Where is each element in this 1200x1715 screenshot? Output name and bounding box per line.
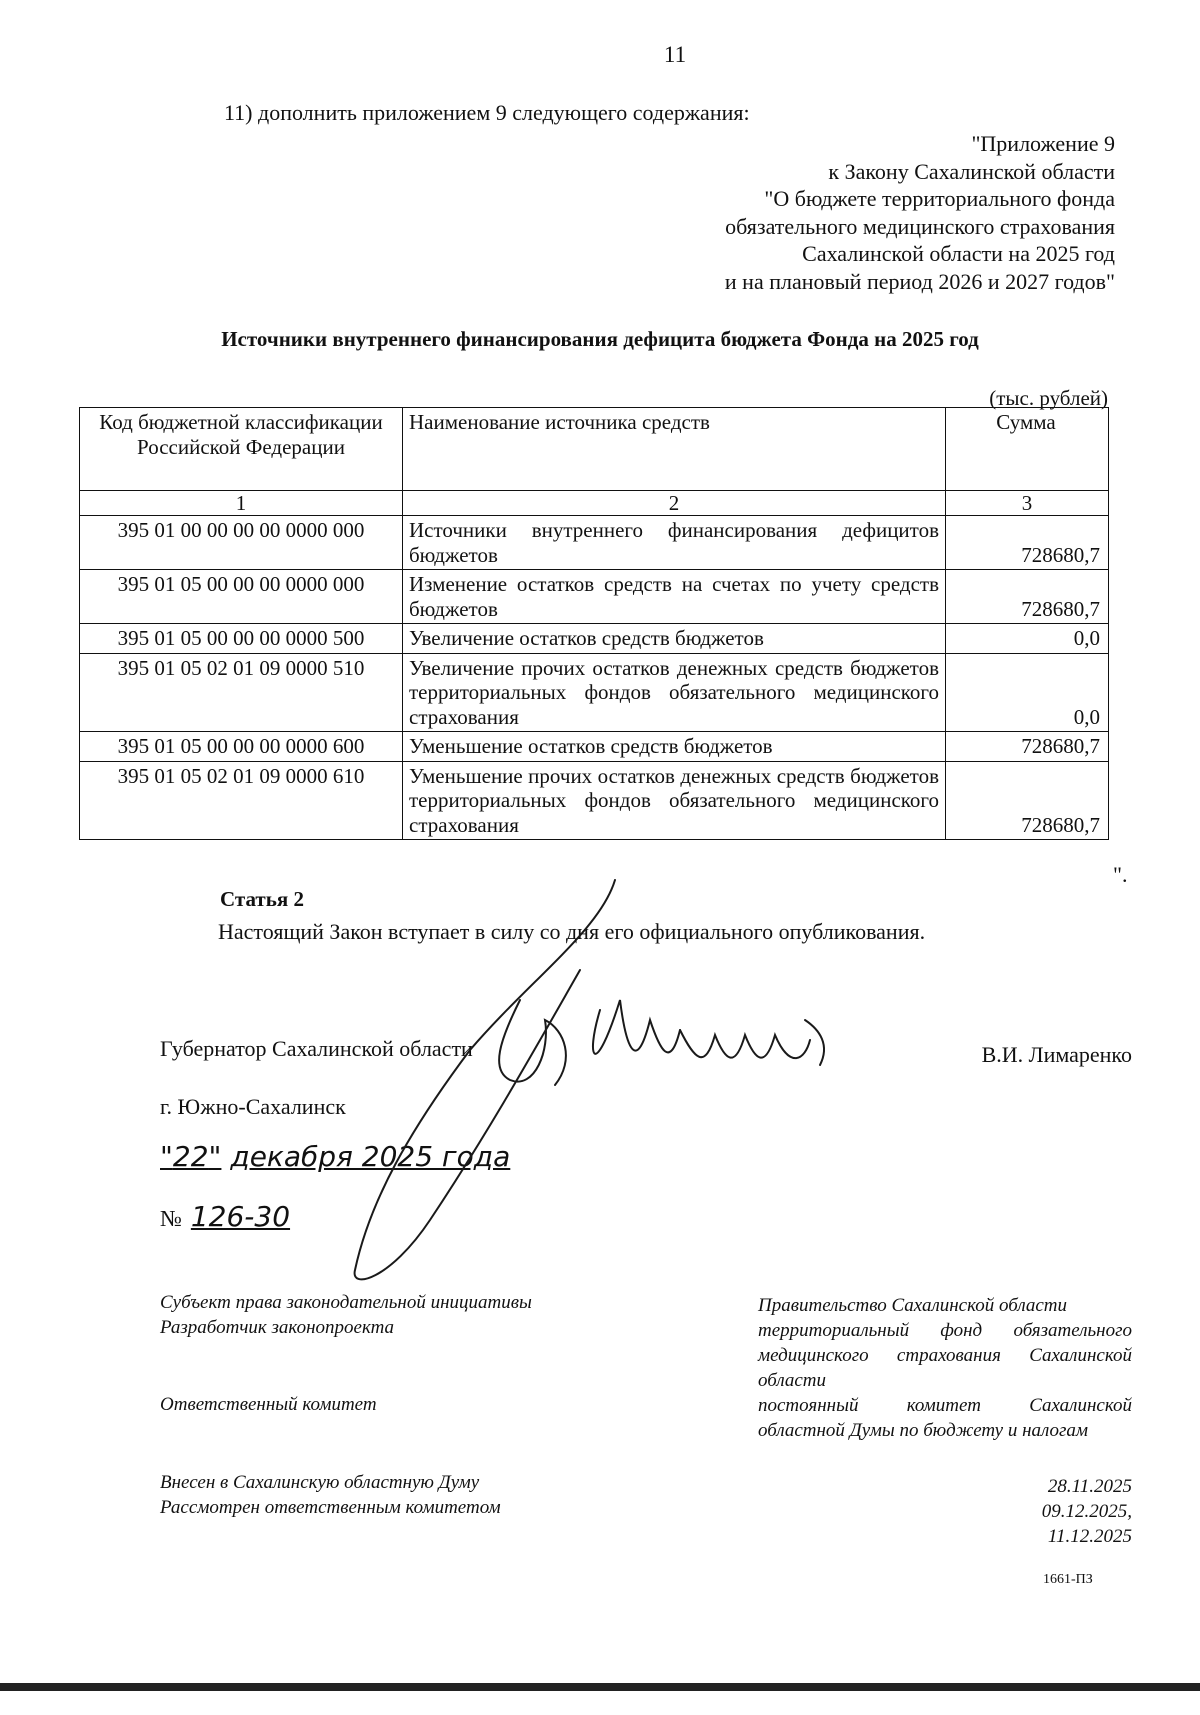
row-name: Уменьшение остатков средств бюджетов	[403, 732, 946, 762]
subject-label: Субъект права законодательной инициативы	[160, 1292, 532, 1313]
submitted-date: 28.11.2025	[1047, 1476, 1132, 1497]
appendix-line: Сахалинской области на 2025 год	[802, 241, 1115, 266]
developer-value: территориальный фонд обязательного медицинского страхования Сахалинской области	[758, 1320, 1132, 1391]
submission-block	[160, 1470, 501, 1520]
header-sum: Сумма	[946, 408, 1109, 491]
row-sum: 728680,7	[946, 570, 1109, 624]
number-value: 126-30	[190, 1200, 291, 1233]
row-code: 395 01 00 00 00 00 0000 000	[80, 516, 403, 570]
initiative-values-block	[758, 1293, 1132, 1443]
column-number: 1	[80, 491, 403, 516]
date-day: 22	[172, 1140, 209, 1173]
signatory-name: В.И. Лимаренко	[981, 1042, 1132, 1067]
document-title: Источники внутреннего финансирования дефицита бюджета Фонда на 2025 год	[221, 327, 979, 351]
table-row	[80, 761, 1109, 840]
row-code: 395 01 05 00 00 00 0000 500	[80, 624, 403, 654]
scan-border	[0, 1683, 1200, 1691]
row-code: 395 01 05 02 01 09 0000 610	[80, 761, 403, 840]
appendix-line: "Приложение 9	[971, 131, 1115, 156]
signing-city: г. Южно-Сахалинск	[160, 1094, 346, 1119]
row-code: 395 01 05 00 00 00 0000 600	[80, 732, 403, 762]
reviewed-date: 11.12.2025	[1047, 1526, 1132, 1547]
table-row	[80, 624, 1109, 654]
row-name: Увеличение остатков средств бюджетов	[403, 624, 946, 654]
header-code: Код бюджетной классификации Российской Федерации	[80, 408, 403, 491]
submitted-label: Внесен в Сахалинскую областную Думу	[160, 1472, 480, 1493]
financing-sources-table	[79, 407, 1109, 840]
row-sum: 0,0	[946, 624, 1109, 654]
row-code: 395 01 05 00 00 00 0000 000	[80, 570, 403, 624]
units-label: (тыс. рублей)	[989, 386, 1108, 410]
row-sum: 0,0	[946, 653, 1109, 732]
column-number-row	[80, 491, 1109, 516]
appendix-header	[725, 130, 1115, 295]
column-number: 3	[946, 491, 1109, 516]
table-row	[80, 653, 1109, 732]
row-sum: 728680,7	[946, 516, 1109, 570]
document-code: 1661-ПЗ	[1043, 1572, 1093, 1587]
appendix-line: к Закону Сахалинской области	[828, 158, 1115, 184]
reviewed-label: Рассмотрен ответственным комитетом	[160, 1497, 501, 1518]
amendment-instruction: 11) дополнить приложением 9 следующего содержания:	[224, 100, 750, 125]
row-name: Уменьшение прочих остатков денежных средств бюджетов территориальных фондов обязательного медицинского страхования	[403, 761, 946, 840]
article-title: Статья 2	[220, 887, 304, 911]
row-sum: 728680,7	[946, 761, 1109, 840]
table-row	[80, 516, 1109, 570]
row-sum: 728680,7	[946, 732, 1109, 762]
table-header-row	[80, 408, 1109, 491]
table-row	[80, 732, 1109, 762]
row-code: 395 01 05 02 01 09 0000 510	[80, 653, 403, 732]
row-name: Увеличение прочих остатков денежных средств бюджетов территориальных фондов обязательного медицинского страхования	[403, 653, 946, 732]
signing-date	[160, 1140, 510, 1173]
number-label: №	[160, 1206, 182, 1231]
row-name: Изменение остатков средств на счетах по учету средств бюджетов	[403, 570, 946, 624]
date-month-year: декабря 2025 года	[230, 1140, 511, 1173]
appendix-line: обязательного медицинского страхования	[725, 213, 1115, 239]
date-open-quote: "	[160, 1140, 173, 1173]
page-number: 11	[663, 42, 687, 67]
committee-label: Ответственный комитет	[160, 1394, 377, 1415]
initiative-subject-block	[160, 1290, 532, 1340]
committee-value: постоянный комитет Сахалинской областной Думы по бюджету и налогам	[758, 1395, 1132, 1441]
reviewed-date: 09.12.2025,	[1041, 1501, 1132, 1522]
subject-value: Правительство Сахалинской области	[758, 1295, 1068, 1316]
row-name: Источники внутреннего финансирования дефицитов бюджетов	[403, 516, 946, 570]
developer-label: Разработчик законопроекта	[160, 1317, 395, 1338]
date-close-quote: "	[208, 1140, 222, 1173]
article-text: Настоящий Закон вступает в силу со дня его официального опубликования.	[218, 919, 926, 944]
closing-quote: ".	[1113, 862, 1128, 887]
signatory-position: Губернатор Сахалинской области	[160, 1036, 473, 1061]
table-row	[80, 570, 1109, 624]
appendix-line: "О бюджете территориального фонда	[764, 186, 1115, 211]
law-number	[160, 1200, 290, 1233]
dates-block	[1042, 1474, 1132, 1549]
column-number: 2	[403, 491, 946, 516]
header-name: Наименование источника средств	[403, 408, 946, 491]
appendix-line: и на плановый период 2026 и 2027 годов"	[724, 268, 1115, 294]
